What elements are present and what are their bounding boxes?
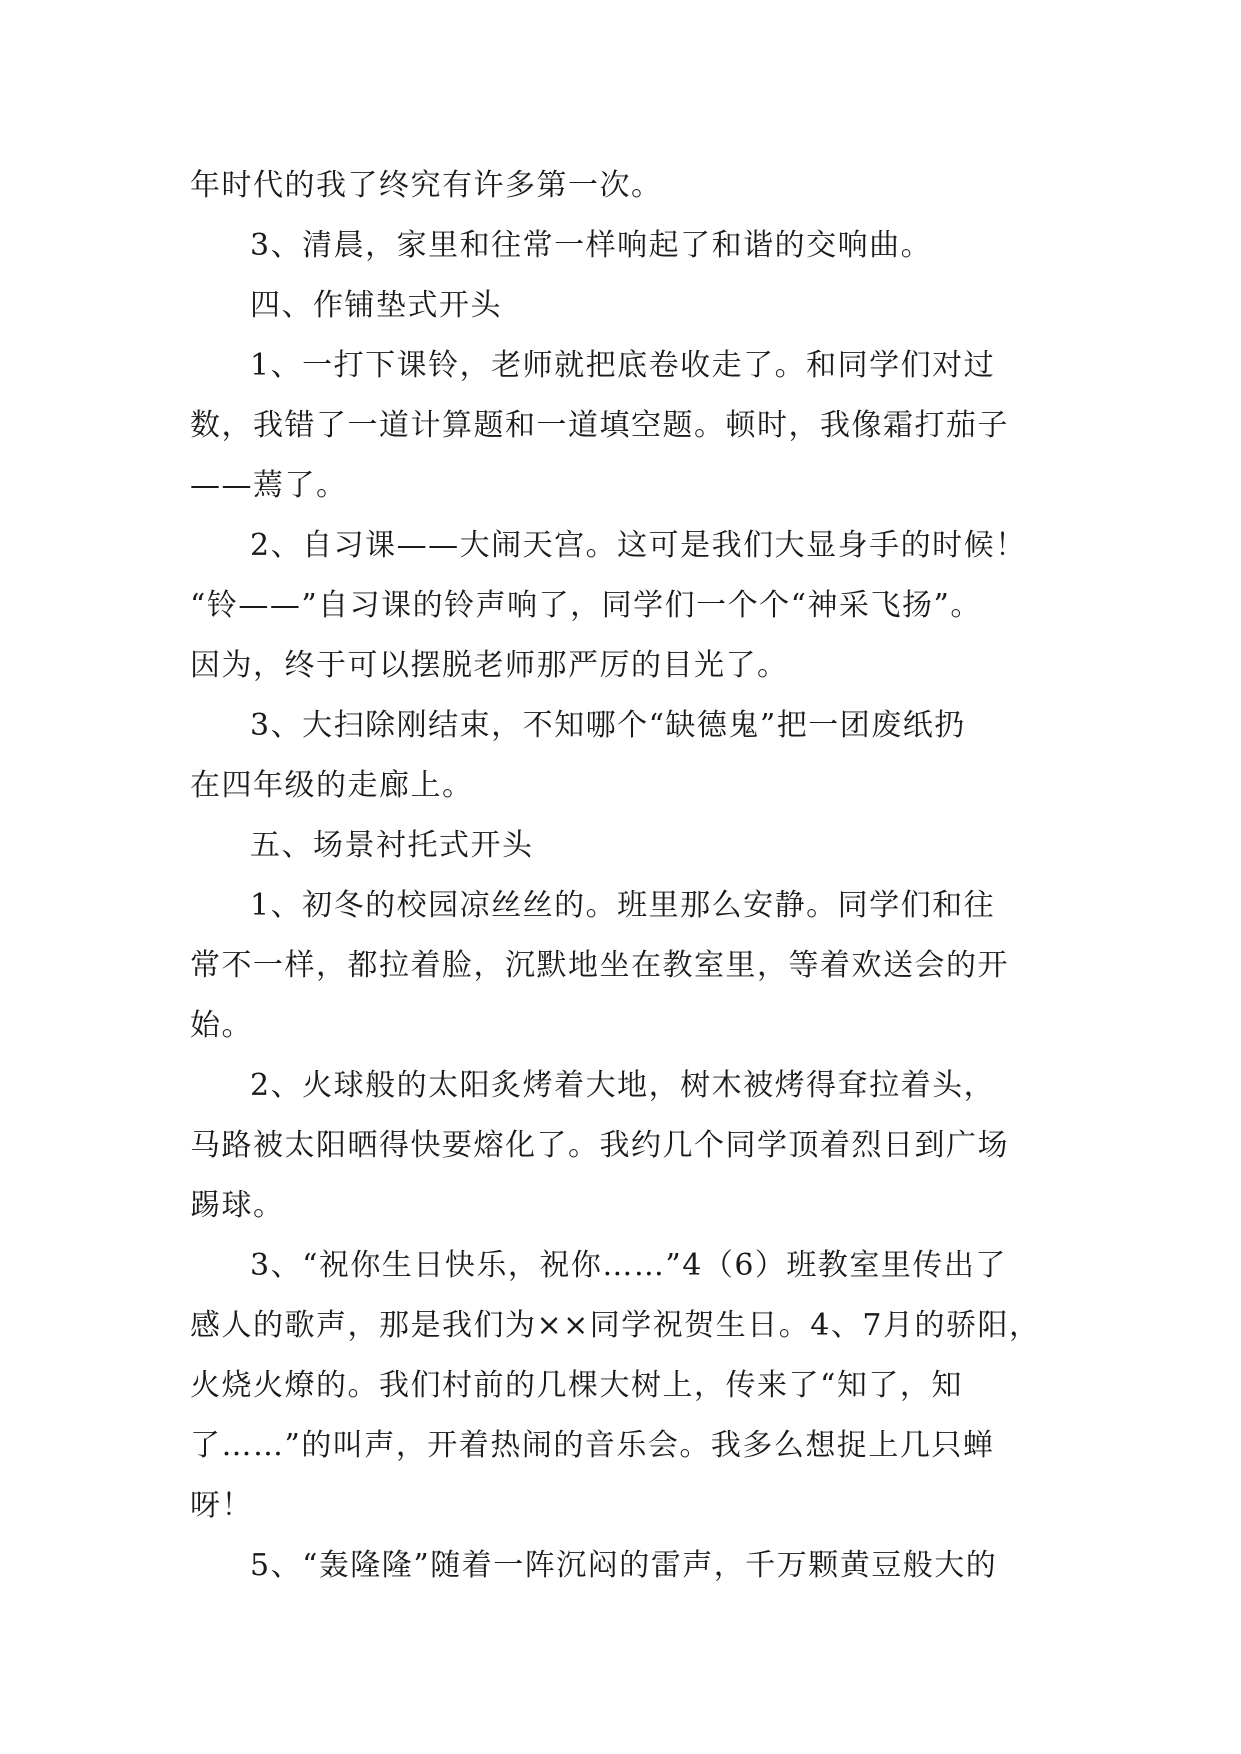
section-heading-4: 四、作铺垫式开头 (250, 288, 502, 323)
text-line-16: 2、火球般的太阳炙烤着大地，树木被烤得耷拉着头， (250, 1068, 996, 1103)
text-line-17: 马路被太阳晒得快要熔化了。我约几个同学顶着烈日到广场 (190, 1128, 1009, 1163)
text-line-18: 踢球。 (190, 1188, 285, 1223)
text-line-14: 常不一样，都拉着脸，沉默地坐在教室里，等着欢送会的开 (190, 948, 1009, 983)
text-line-5: 数，我错了一道计算题和一道填空题。顿时，我像霜打茄子 (190, 408, 1009, 443)
text-line-7: 2、自习课——大闹天宫。这可是我们大显身手的时候！ (250, 528, 1027, 563)
text-line-9: 因为，终于可以摆脱老师那严厉的目光了。 (190, 648, 789, 683)
text-line-2: 3、清晨，家里和往常一样响起了和谐的交响曲。 (250, 228, 933, 263)
section-heading-5: 五、场景衬托式开头 (250, 828, 534, 863)
text-line-24: 5、“轰隆隆”随着一阵沉闷的雷声，千万颗黄豆般大的 (250, 1548, 998, 1583)
text-line-21: 火烧火燎的。我们村前的几棵大树上，传来了“知了，知 (190, 1368, 963, 1403)
text-line-15: 始。 (190, 1008, 253, 1043)
document-body (190, 156, 1090, 1596)
text-line-22: 了……”的叫声，开着热闹的音乐会。我多么想捉上几只蝉 (190, 1428, 995, 1463)
text-line-6: ——蔫了。 (190, 468, 348, 503)
text-line-4: 1、一打下课铃，老师就把底卷收走了。和同学们对过 (250, 348, 996, 383)
text-line-20: 感人的歌声，那是我们为××同学祝贺生日。4、7月的骄阳， (190, 1308, 1041, 1343)
text-line-1: 年时代的我了终究有许多第一次。 (190, 168, 663, 203)
text-line-10: 3、大扫除刚结束，不知哪个“缺德鬼”把一团废纸扔 (250, 708, 966, 743)
text-line-8: “铃——”自习课的铃声响了，同学们一个个“神采飞扬”。 (190, 588, 982, 623)
text-line-23: 呀！ (190, 1488, 253, 1523)
text-line-11: 在四年级的走廊上。 (190, 768, 474, 803)
text-line-19: 3、“祝你生日快乐，祝你……”4（6）班教室里传出了 (250, 1248, 1007, 1283)
text-line-13: 1、初冬的校园凉丝丝的。班里那么安静。同学们和往 (250, 888, 996, 923)
